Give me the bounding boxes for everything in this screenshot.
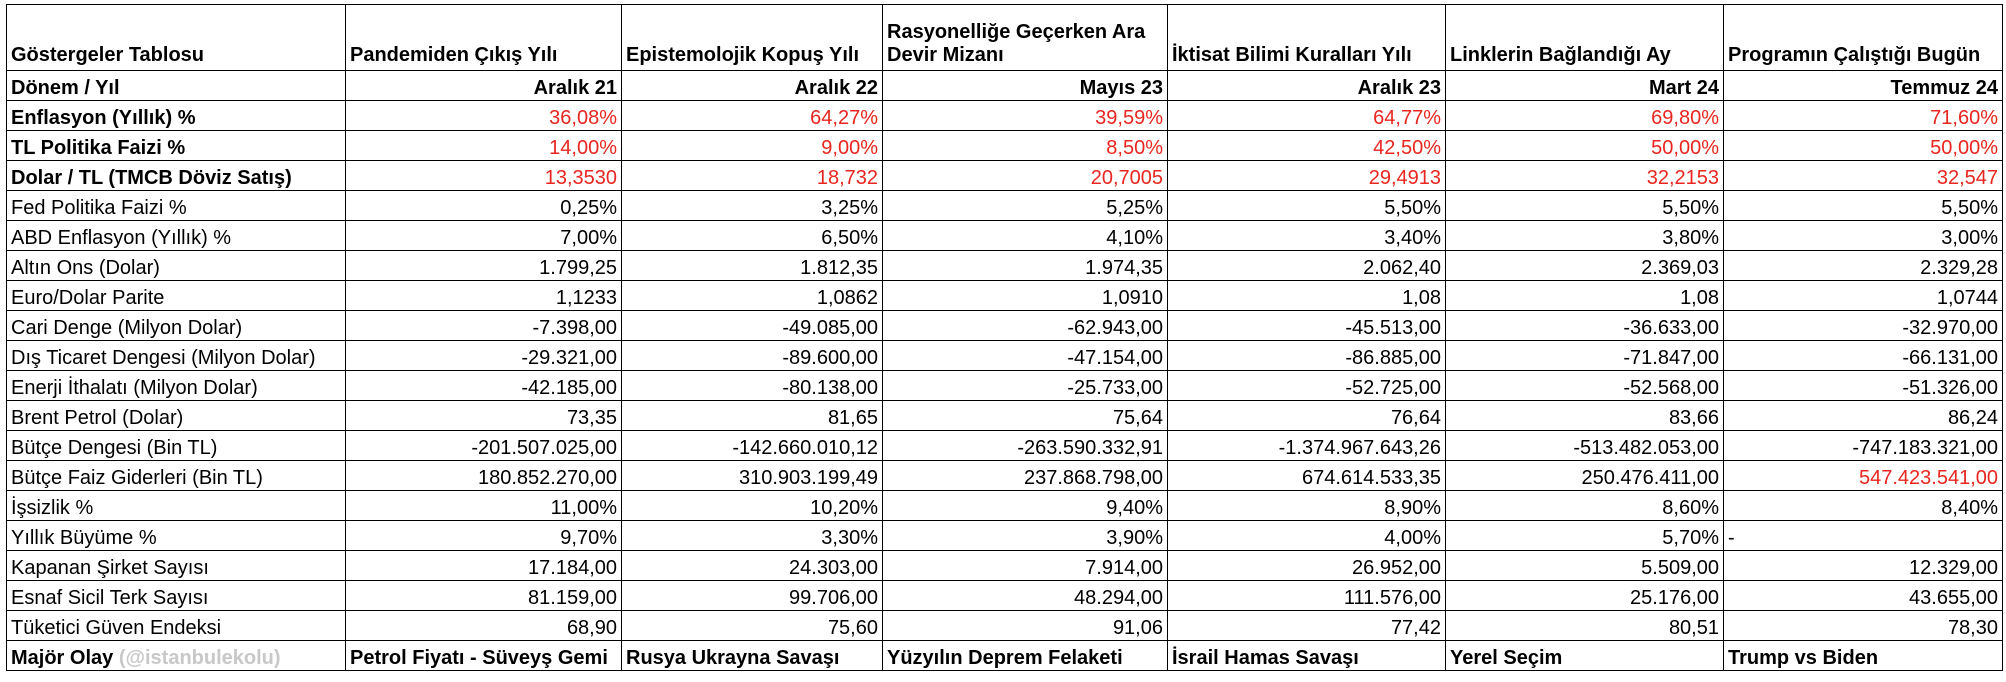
row-label[interactable]: Altın Ons (Dolar) <box>7 251 346 281</box>
row-label[interactable]: Esnaf Sicil Terk Sayısı <box>7 581 346 611</box>
table-cell[interactable]: 48.294,00 <box>883 581 1168 611</box>
table-cell[interactable]: 8,50% <box>883 131 1168 161</box>
table-cell[interactable]: 8,60% <box>1446 491 1724 521</box>
table-cell[interactable]: 80,51 <box>1446 611 1724 641</box>
table-cell[interactable]: 111.576,00 <box>1168 581 1446 611</box>
table-cell[interactable]: 4,10% <box>883 221 1168 251</box>
table-cell[interactable]: 3,40% <box>1168 221 1446 251</box>
table-row <box>7 311 2003 341</box>
table-cell[interactable]: -1.374.967.643,26 <box>1168 431 1446 461</box>
table-cell[interactable]: 77,42 <box>1168 611 1446 641</box>
table-row <box>7 161 2003 191</box>
table-cell[interactable]: -51.326,00 <box>1724 371 2003 401</box>
row-label[interactable]: Dış Ticaret Dengesi (Milyon Dolar) <box>7 341 346 371</box>
period-cell[interactable]: Mart 24 <box>1446 71 1724 101</box>
event-cell[interactable]: İsrail Hamas Savaşı <box>1168 641 1446 671</box>
row-label[interactable]: Euro/Dolar Parite <box>7 281 346 311</box>
table-cell[interactable]: 32,547 <box>1724 161 2003 191</box>
table-row <box>7 431 2003 461</box>
table-cell[interactable]: 3,30% <box>622 521 883 551</box>
table-cell[interactable]: 39,59% <box>883 101 1168 131</box>
table-cell[interactable]: 12.329,00 <box>1724 551 2003 581</box>
table-cell[interactable]: 1,0862 <box>622 281 883 311</box>
table-cell[interactable]: 7,00% <box>346 221 622 251</box>
table-cell[interactable]: 3,25% <box>622 191 883 221</box>
table-row <box>7 341 2003 371</box>
table-cell[interactable]: 1.812,35 <box>622 251 883 281</box>
row-label[interactable]: Enflasyon (Yıllık) % <box>7 101 346 131</box>
table-row <box>7 461 2003 491</box>
table-cell[interactable]: -42.185,00 <box>346 371 622 401</box>
table-cell[interactable]: 50,00% <box>1446 131 1724 161</box>
column-header[interactable]: Linklerin Bağlandığı Ay <box>1446 5 1724 71</box>
row-label[interactable]: Enerji İthalatı (Milyon Dolar) <box>7 371 346 401</box>
table-cell[interactable]: 20,7005 <box>883 161 1168 191</box>
table-cell[interactable]: 5,50% <box>1168 191 1446 221</box>
table-cell[interactable]: 68,90 <box>346 611 622 641</box>
table-cell[interactable]: 9,00% <box>622 131 883 161</box>
table-cell[interactable]: 75,60 <box>622 611 883 641</box>
header-row <box>7 5 2003 71</box>
table-row <box>7 521 2003 551</box>
table-cell[interactable]: -52.568,00 <box>1446 371 1724 401</box>
period-cell[interactable]: Aralık 23 <box>1168 71 1446 101</box>
event-cell[interactable]: Trump vs Biden <box>1724 641 2003 671</box>
table-row <box>7 581 2003 611</box>
table-cell[interactable]: -25.733,00 <box>883 371 1168 401</box>
table-cell[interactable]: 5,50% <box>1446 191 1724 221</box>
table-row <box>7 221 2003 251</box>
table-cell[interactable]: -52.725,00 <box>1168 371 1446 401</box>
table-cell[interactable]: -80.138,00 <box>622 371 883 401</box>
period-cell[interactable]: Aralık 22 <box>622 71 883 101</box>
period-label[interactable]: Dönem / Yıl <box>7 71 346 101</box>
table-cell[interactable]: 29,4913 <box>1168 161 1446 191</box>
row-label[interactable]: ABD Enflasyon (Yıllık) % <box>7 221 346 251</box>
table-cell[interactable]: 250.476.411,00 <box>1446 461 1724 491</box>
table-row <box>7 401 2003 431</box>
table-cell[interactable]: 1,0910 <box>883 281 1168 311</box>
table-cell[interactable]: -29.321,00 <box>346 341 622 371</box>
table-cell[interactable]: -86.885,00 <box>1168 341 1446 371</box>
table-cell[interactable]: 4,00% <box>1168 521 1446 551</box>
table-cell[interactable]: 5.509,00 <box>1446 551 1724 581</box>
table-cell[interactable]: 9,40% <box>883 491 1168 521</box>
table-cell[interactable]: 1.799,25 <box>346 251 622 281</box>
table-cell[interactable]: -513.482.053,00 <box>1446 431 1724 461</box>
table-cell[interactable]: 1,08 <box>1168 281 1446 311</box>
table-cell[interactable]: 674.614.533,35 <box>1168 461 1446 491</box>
table-cell[interactable]: - <box>1724 521 2003 551</box>
data-rows <box>7 101 2003 641</box>
table-cell[interactable]: 547.423.541,00 <box>1724 461 2003 491</box>
table-cell[interactable]: -66.131,00 <box>1724 341 2003 371</box>
table-cell[interactable]: 1,1233 <box>346 281 622 311</box>
table-cell[interactable]: 5,50% <box>1724 191 2003 221</box>
table-cell[interactable]: 14,00% <box>346 131 622 161</box>
table-row <box>7 611 2003 641</box>
event-cell[interactable]: Rusya Ukrayna Savaşı <box>622 641 883 671</box>
event-cell[interactable]: Petrol Fiyatı - Süveyş Gemi <box>346 641 622 671</box>
table-row <box>7 371 2003 401</box>
period-row <box>7 71 2003 101</box>
table-cell[interactable]: 13,3530 <box>346 161 622 191</box>
row-label[interactable]: Bütçe Faiz Giderleri (Bin TL) <box>7 461 346 491</box>
table-cell[interactable]: 5,70% <box>1446 521 1724 551</box>
corner-title[interactable]: Göstergeler Tablosu <box>7 5 346 71</box>
table-cell[interactable]: 237.868.798,00 <box>883 461 1168 491</box>
table-cell[interactable]: 78,30 <box>1724 611 2003 641</box>
table-cell[interactable]: -45.513,00 <box>1168 311 1446 341</box>
period-cell[interactable]: Mayıs 23 <box>883 71 1168 101</box>
table-cell[interactable]: 43.655,00 <box>1724 581 2003 611</box>
event-cell[interactable]: Yerel Seçim <box>1446 641 1724 671</box>
table-cell[interactable]: -32.970,00 <box>1724 311 2003 341</box>
table-cell[interactable]: 75,64 <box>883 401 1168 431</box>
table-cell[interactable]: -142.660.010,12 <box>622 431 883 461</box>
row-label[interactable]: Cari Denge (Milyon Dolar) <box>7 311 346 341</box>
table-cell[interactable]: 36,08% <box>346 101 622 131</box>
row-label[interactable]: TL Politika Faizi % <box>7 131 346 161</box>
table-row <box>7 131 2003 161</box>
table-cell[interactable]: 10,20% <box>622 491 883 521</box>
table-cell[interactable]: 50,00% <box>1724 131 2003 161</box>
table-cell[interactable]: -47.154,00 <box>883 341 1168 371</box>
row-label[interactable]: Bütçe Dengesi (Bin TL) <box>7 431 346 461</box>
table-row <box>7 101 2003 131</box>
table-cell[interactable]: 69,80% <box>1446 101 1724 131</box>
table-cell[interactable]: 2.329,28 <box>1724 251 2003 281</box>
table-cell[interactable]: 310.903.199,49 <box>622 461 883 491</box>
table-cell[interactable]: 99.706,00 <box>622 581 883 611</box>
table-cell[interactable]: 180.852.270,00 <box>346 461 622 491</box>
period-cell[interactable]: Aralık 21 <box>346 71 622 101</box>
table-cell[interactable]: -62.943,00 <box>883 311 1168 341</box>
table-cell[interactable]: 1,08 <box>1446 281 1724 311</box>
table-cell[interactable]: 1,0744 <box>1724 281 2003 311</box>
table-cell[interactable]: 2.062,40 <box>1168 251 1446 281</box>
row-label[interactable]: İşsizlik % <box>7 491 346 521</box>
table-row <box>7 551 2003 581</box>
column-header[interactable]: Rasyonelliğe Geçerken Ara Devir Mizanı <box>883 5 1168 71</box>
event-label: Majör Olay <box>11 647 114 669</box>
row-label[interactable]: Brent Petrol (Dolar) <box>7 401 346 431</box>
column-header[interactable]: Epistemolojik Kopuş Yılı <box>622 5 883 71</box>
table-cell[interactable]: 0,25% <box>346 191 622 221</box>
table-cell[interactable]: 8,90% <box>1168 491 1446 521</box>
table-cell[interactable]: 3,90% <box>883 521 1168 551</box>
row-label[interactable]: Tüketici Güven Endeksi <box>7 611 346 641</box>
column-header[interactable]: Pandemiden Çıkış Yılı <box>346 5 622 71</box>
table-cell[interactable]: 64,77% <box>1168 101 1446 131</box>
table-cell[interactable]: -36.633,00 <box>1446 311 1724 341</box>
table-cell[interactable]: 1.974,35 <box>883 251 1168 281</box>
column-header[interactable]: Programın Çalıştığı Bugün <box>1724 5 2003 71</box>
table-row <box>7 251 2003 281</box>
table-cell[interactable]: 24.303,00 <box>622 551 883 581</box>
event-label-cell[interactable] <box>7 641 346 671</box>
table-cell[interactable]: 64,27% <box>622 101 883 131</box>
twitter-handle: (@istanbulekolu) <box>118 647 281 669</box>
table-cell[interactable]: 91,06 <box>883 611 1168 641</box>
table-cell[interactable]: 86,24 <box>1724 401 2003 431</box>
table-cell[interactable]: 17.184,00 <box>346 551 622 581</box>
table-cell[interactable]: 3,80% <box>1446 221 1724 251</box>
table-row <box>7 191 2003 221</box>
table-cell[interactable]: 81.159,00 <box>346 581 622 611</box>
table-cell[interactable]: 9,70% <box>346 521 622 551</box>
table-cell[interactable]: -89.600,00 <box>622 341 883 371</box>
table-row <box>7 491 2003 521</box>
indicators-table <box>6 4 2003 671</box>
table-cell[interactable]: 81,65 <box>622 401 883 431</box>
column-header[interactable]: İktisat Bilimi Kuralları Yılı <box>1168 5 1446 71</box>
table-cell[interactable]: 83,66 <box>1446 401 1724 431</box>
table-cell[interactable]: -201.507.025,00 <box>346 431 622 461</box>
table-cell[interactable]: 73,35 <box>346 401 622 431</box>
table-cell[interactable]: -7.398,00 <box>346 311 622 341</box>
table-cell[interactable]: 6,50% <box>622 221 883 251</box>
row-label[interactable]: Yıllık Büyüme % <box>7 521 346 551</box>
table-cell[interactable]: 25.176,00 <box>1446 581 1724 611</box>
row-label[interactable]: Kapanan Şirket Sayısı <box>7 551 346 581</box>
table-cell[interactable]: 7.914,00 <box>883 551 1168 581</box>
table-cell[interactable]: -49.085,00 <box>622 311 883 341</box>
table-cell[interactable]: 3,00% <box>1724 221 2003 251</box>
table-cell[interactable]: 26.952,00 <box>1168 551 1446 581</box>
table-cell[interactable]: 2.369,03 <box>1446 251 1724 281</box>
table-cell[interactable]: 18,732 <box>622 161 883 191</box>
event-cell[interactable]: Yüzyılın Deprem Felaketi <box>883 641 1168 671</box>
period-cell[interactable]: Temmuz 24 <box>1724 71 2003 101</box>
table-cell[interactable]: 11,00% <box>346 491 622 521</box>
row-label[interactable]: Fed Politika Faizi % <box>7 191 346 221</box>
table-cell[interactable]: 71,60% <box>1724 101 2003 131</box>
table-cell[interactable]: 32,2153 <box>1446 161 1724 191</box>
table-cell[interactable]: -263.590.332,91 <box>883 431 1168 461</box>
table-cell[interactable]: -747.183.321,00 <box>1724 431 2003 461</box>
table-row <box>7 281 2003 311</box>
event-row <box>7 641 2003 671</box>
table-cell[interactable]: 8,40% <box>1724 491 2003 521</box>
table-cell[interactable]: 5,25% <box>883 191 1168 221</box>
row-label[interactable]: Dolar / TL (TMCB Döviz Satış) <box>7 161 346 191</box>
table-cell[interactable]: 76,64 <box>1168 401 1446 431</box>
table-cell[interactable]: 42,50% <box>1168 131 1446 161</box>
table-cell[interactable]: -71.847,00 <box>1446 341 1724 371</box>
